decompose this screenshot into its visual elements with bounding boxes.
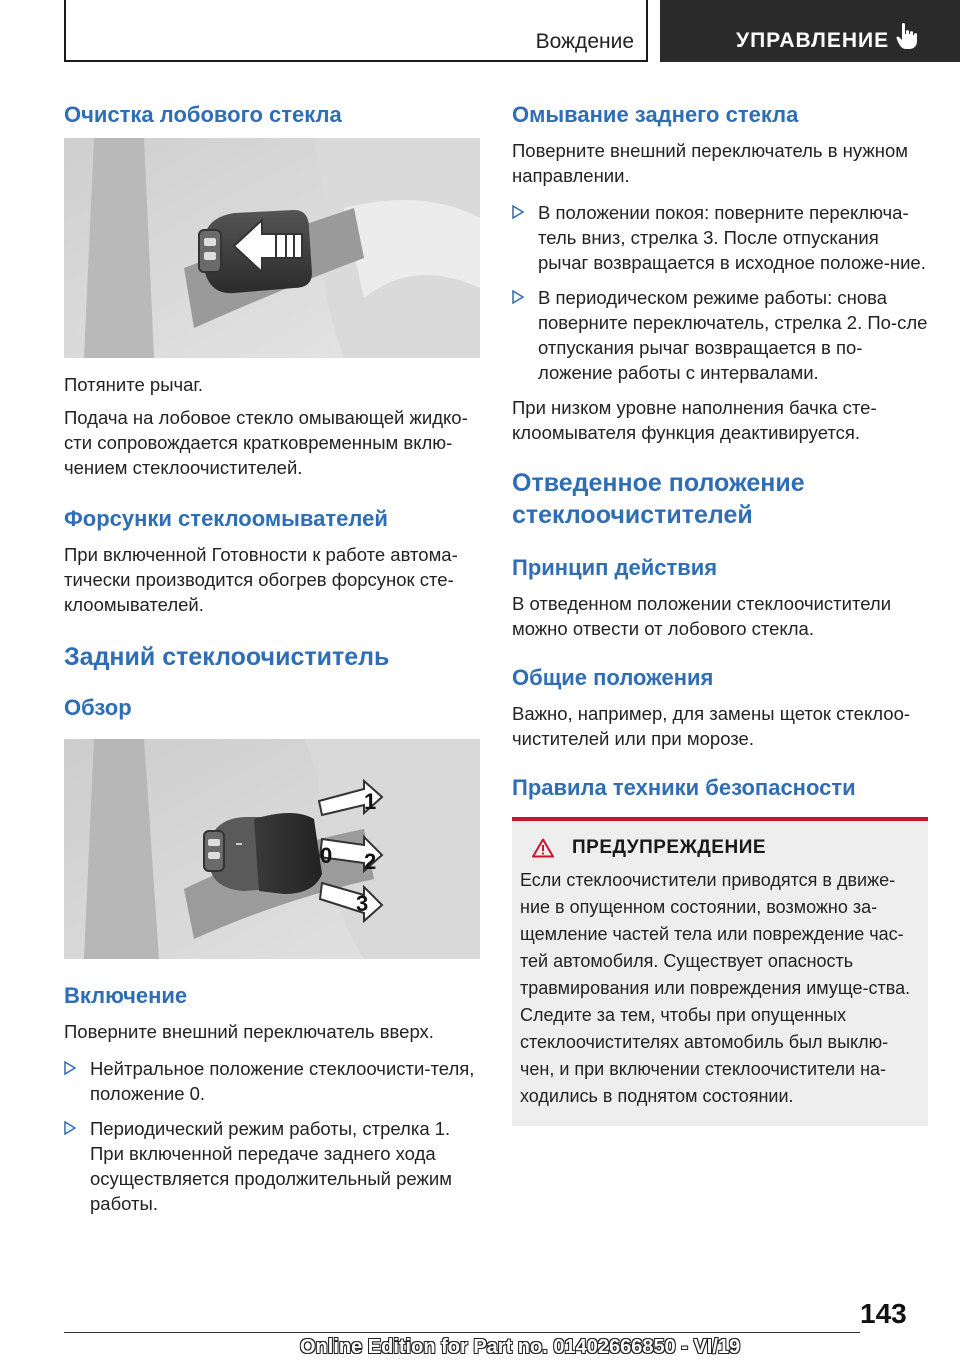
paragraph-low-fluid: При низком уровне наполнения бачка сте-клоомывателя функция деактивируется. — [512, 397, 877, 443]
right-column — [512, 100, 928, 1126]
section-title-principle: Принцип действия — [512, 555, 718, 580]
figure-rear-wiper-switch — [64, 739, 480, 959]
list-item — [64, 1056, 480, 1106]
section-title-wiper-service-position: Отведенное положение стеклоочистителей — [512, 469, 805, 529]
section-title-rear-wiper: Задний стеклоочиститель — [64, 643, 390, 671]
paragraph-general: Важно, например, для замены щеток стеклоо-чистителей или при морозе. — [512, 703, 911, 749]
paragraph-turn-outer-switch: Поверните внешний переключатель в нужном направлении. — [512, 140, 908, 186]
list-item-text: Периодический режим работы, стрелка 1. При включенной передаче заднего хода осуществляется продолжительный режим работы. — [90, 1118, 452, 1214]
list-item — [64, 1116, 480, 1216]
header-chapter-label: УПРАВЛЕНИЕ — [736, 29, 890, 52]
section-title-windshield-cleaning: Очистка лобового стекла — [64, 102, 342, 127]
warning-title: ПРЕДУПРЕЖДЕНИЕ — [572, 837, 767, 858]
triangle-bullet-icon — [64, 1061, 76, 1075]
list-item — [512, 200, 928, 275]
section-title-rear-washing: Омывание заднего стекла — [512, 102, 799, 127]
fig-label-3: 3 — [356, 891, 369, 916]
fig-label-2: 2 — [364, 849, 377, 874]
warning-header — [520, 837, 918, 859]
left-column — [64, 100, 480, 1226]
list-item-text: В положении покоя: поверните переключа-тель вниз, стрелка 3. После отпускания рычаг возвращается в исходное положе-ние. — [538, 202, 926, 273]
list-item-text: В периодическом режиме работы: снова поверните переключатель, стрелка 2. По-сле отпускания рычаг возвращается в по-ложение работы с интервалами. — [538, 287, 928, 383]
paragraph-turn-switch-up: Поверните внешний переключатель вверх. — [64, 1021, 434, 1042]
paragraph-pull-lever: Потяните рычаг. — [64, 374, 204, 395]
warning-box — [512, 817, 928, 1126]
section-title-general: Общие положения — [512, 665, 714, 690]
paragraph-principle: В отведенном положении стеклоочистители можно отвести от лобового стекла. — [512, 593, 892, 639]
warning-text: Если стеклоочистители приводятся в движе-ние в опущенном состоянии, возможно за-щемление частей тела или повреждение час-тей автомобиля. Существует опасность травмирования или повреждения имуще-ства. Следите за тем, чтобы при опущенных стеклоочистителях автомобиль был выклю-чен, и при включении стеклоочистители на-ходились в поднятом состоянии. — [520, 870, 911, 1106]
header-section-label: Вождение — [535, 30, 634, 53]
section-title-overview: Обзор — [64, 695, 132, 720]
section-title-switching-on: Включение — [64, 983, 188, 1008]
section-title-safety: Правила техники безопасности — [512, 775, 856, 800]
paragraph-washer-fluid: Подача на лобовое стекло омывающей жидко-сти сопровождается кратковременным вклю-чением стеклоочистителей. — [64, 407, 468, 478]
list-item — [512, 285, 928, 385]
paragraph-nozzle-heating: При включенной Готовности к работе автома-тически производится обогрев форсунок сте-клоомывателей. — [64, 544, 458, 615]
triangle-bullet-icon — [512, 290, 524, 304]
triangle-bullet-icon — [64, 1121, 76, 1135]
header-chapter-box — [660, 0, 960, 62]
footer-divider — [64, 1332, 860, 1333]
section-title-washer-nozzles: Форсунки стеклоомывателей — [64, 506, 388, 531]
footer-edition: Online Edition for Part no. 01402666850 - VI/19 — [300, 1336, 741, 1358]
fig-label-1: 1 — [364, 789, 377, 814]
page-number: 143 — [860, 1298, 907, 1329]
hand-pointer-icon — [896, 22, 918, 50]
warning-triangle-icon — [532, 838, 554, 858]
fig-label-0: 0 — [320, 843, 333, 868]
triangle-bullet-icon — [512, 205, 524, 219]
header-section-box — [64, 0, 648, 62]
list-item-text: Нейтральное положение стеклоочисти-теля, положение 0. — [90, 1058, 475, 1104]
figure-wiper-lever-pull — [64, 138, 480, 358]
